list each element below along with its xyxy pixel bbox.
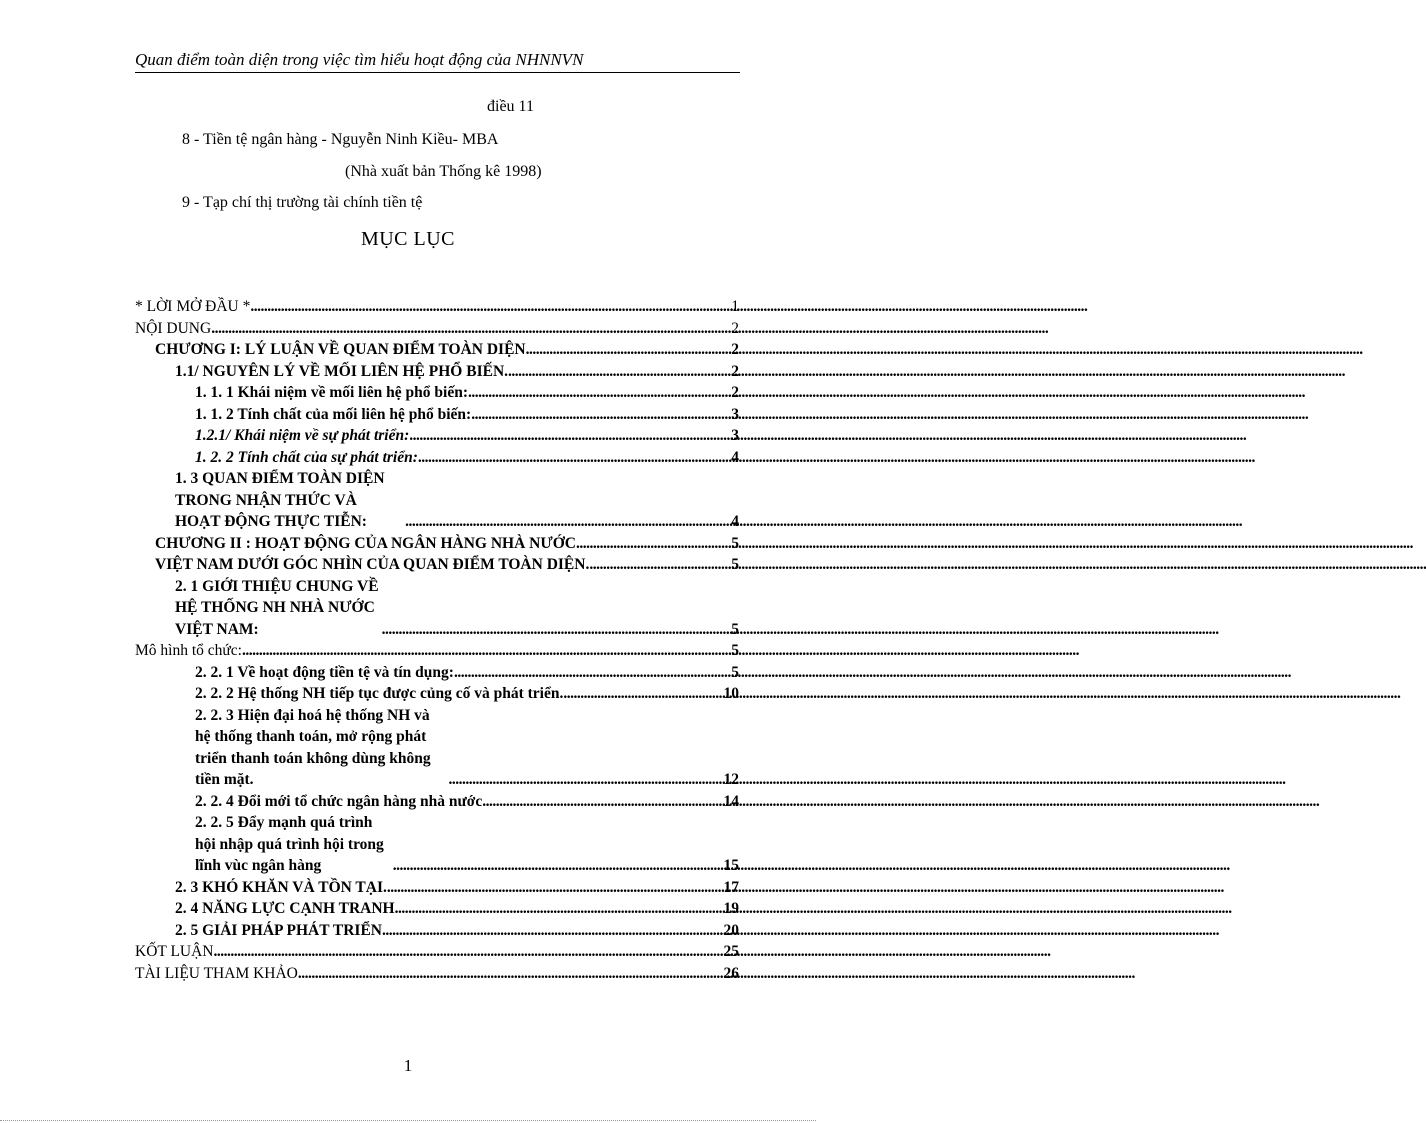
running-header: Quan điểm toàn diện trong việc tìm hiểu hoạt động của NHNNVN (135, 50, 740, 73)
toc-page-number: 4 (731, 448, 739, 466)
reference-item-8-publisher: (Nhà xuất bản Thống kê 1998) (345, 163, 542, 180)
toc-entry-2-2-3[interactable] (135, 705, 739, 791)
toc-entry-preface[interactable] (135, 296, 739, 318)
toc-entry-organization-model[interactable] (135, 640, 739, 662)
toc-entry-text: 1.1/ NGUYÊN LÝ VỀ MỐI LIÊN HỆ PHỔ BIẾN. (175, 362, 509, 380)
toc-entry-text: 2. 5 GIẢI PHÁP PHÁT TRIỂN (175, 921, 382, 939)
toc-entry-1-1-2[interactable] (135, 404, 739, 426)
toc-entry-text: 2. 2. 1 Về hoạt động tiền tệ và tín dụng: (195, 663, 454, 681)
toc-entry-chapter-1[interactable] (135, 339, 739, 361)
toc-entry-text: VIỆT NAM DƯỚI GÓC NHÌN CỦA QUAN ĐIỂM TOÀN DIỆN. (155, 556, 590, 573)
toc-entry-1-1[interactable] (135, 361, 739, 383)
toc-entry-text: 2. 2. 2 Hệ thống NH tiếp tục được củng cố và phát triển. (195, 685, 564, 702)
toc-leader (382, 619, 732, 641)
table-of-contents (135, 296, 739, 984)
toc-leader (405, 511, 731, 533)
toc-page-number: 5 (731, 620, 739, 638)
toc-leader (589, 554, 731, 576)
toc-entry-text: * LỜI MỞ ĐẦU * (135, 298, 251, 315)
toc-entry-text: 1. 1. 1 Khái niệm về mối liên hệ phổ biến: (195, 384, 468, 401)
toc-page-number: 15 (723, 857, 739, 874)
toc-page-number: 26 (723, 964, 739, 982)
toc-page-number: 2 (731, 319, 739, 337)
page-number: 1 (403, 1056, 413, 1075)
toc-leader (211, 318, 731, 340)
toc-page-number: 2 (731, 341, 739, 358)
toc-entry-references[interactable] (135, 963, 739, 985)
toc-leader (482, 791, 723, 813)
toc-leader (563, 683, 723, 705)
toc-page-number: 12 (723, 771, 739, 788)
reference-line-article: điều 11 (487, 98, 534, 115)
toc-leader (250, 296, 731, 318)
toc-page-number: 3 (731, 427, 739, 444)
toc-entry-text: 2. 1 GIỚI THIỆU CHUNG VỀ HỆ THỐNG NH NHÀ NƯỚC VIỆT NAM: (175, 577, 379, 638)
toc-entry-2-3[interactable] (135, 877, 739, 899)
toc-entry-text: 1.2.1/ Khái niệm về sự phát triển: (195, 427, 410, 444)
toc-leader (242, 640, 731, 662)
toc-entry-2-2-2[interactable] (135, 683, 739, 705)
reference-item-8: 8 - Tiền tệ ngân hàng - Nguyễn Ninh Kiều- MBA (182, 131, 499, 148)
toc-entry-text: 1. 2. 2 Tính chất của sự phát triển: (195, 448, 418, 466)
toc-entry-conclusion[interactable] (135, 941, 739, 963)
toc-entry-2-4[interactable] (135, 898, 739, 920)
toc-entry-text: 2. 2. 4 Đổi mới tổ chức ngân hàng nhà nước (195, 792, 483, 810)
page-bottom-divider (0, 1120, 816, 1122)
toc-page-number: 4 (731, 513, 739, 530)
toc-entry-chapter-2[interactable] (135, 533, 739, 555)
toc-entry-text: 2. 2. 3 Hiện đại hoá hệ thống NH và hệ thống thanh toán, mở rộng phát triển thanh toán không dùng không tiền mặt. (195, 706, 431, 788)
toc-entry-2-2-1[interactable] (135, 662, 739, 684)
toc-entry-text: CHƯƠNG I: LÝ LUẬN VỀ QUAN ĐIỂM TOÀN DIỆN (155, 341, 526, 358)
toc-entry-2-2-5[interactable] (135, 812, 739, 877)
toc-entry-2-5[interactable] (135, 920, 739, 942)
toc-entry-text: 2. 2. 5 Đẩy mạnh quá trình hội nhập quá trình hội trong lĩnh vùc ngân hàng (195, 814, 384, 874)
toc-leader (382, 920, 724, 942)
toc-leader (387, 877, 724, 899)
toc-page-number: 2 (731, 362, 739, 380)
toc-entry-text: NỘI DUNG (135, 319, 212, 337)
toc-entry-text: CHƯƠNG II : HOẠT ĐỘNG CỦA NGÂN HÀNG NHÀ NƯỚC (155, 534, 576, 552)
toc-page-number: 5 (731, 534, 739, 552)
toc-entry-1-2-1[interactable] (135, 425, 739, 447)
toc-page-number: 1 (731, 298, 739, 315)
toc-leader (576, 533, 731, 555)
toc-leader (418, 447, 731, 469)
toc-page-number: 20 (723, 921, 739, 939)
toc-entry-content[interactable] (135, 318, 739, 340)
reference-item-9: 9 - Tạp chí thị trường tài chính tiền tệ (182, 194, 423, 211)
toc-page-number: 5 (731, 556, 739, 573)
toc-page-number: 5 (731, 642, 739, 659)
toc-entry-1-1-1[interactable] (135, 382, 739, 404)
toc-page-number: 17 (723, 878, 739, 896)
toc-leader (526, 339, 732, 361)
toc-entry-1-3[interactable] (135, 468, 739, 533)
toc-entry-text: Mô hình tổ chức: (135, 642, 242, 659)
toc-page-number: 5 (731, 663, 739, 681)
toc-leader (454, 662, 731, 684)
toc-page-number: 3 (731, 405, 739, 423)
toc-entry-2-1[interactable] (135, 576, 739, 641)
toc-entry-chapter-2-cont[interactable] (135, 554, 739, 576)
toc-page-number: 2 (731, 384, 739, 401)
toc-entry-text: 2. 4 NĂNG LỰC CẠNH TRANH (175, 900, 395, 917)
toc-leader (468, 382, 731, 404)
toc-entry-text: TÀI LIỆU THAM KHẢO (135, 964, 298, 982)
toc-leader (298, 963, 724, 985)
toc-page-number: 10 (723, 685, 739, 702)
toc-entry-1-2-2[interactable] (135, 447, 739, 469)
toc-page-number: 19 (723, 900, 739, 917)
toc-entry-text: 1. 3 QUAN ĐIỂM TOÀN DIỆN TRONG NHẬN THỨC VÀ HOẠT ĐỘNG THỰC TIỄN: (175, 470, 385, 530)
toc-leader (449, 769, 724, 791)
toc-entry-text: 2. 3 KHÓ KHĂN VÀ TỒN TẠI. (175, 878, 387, 896)
toc-entry-text: KỐT LUẬN (135, 943, 214, 960)
toc-title: MỤC LỤC (360, 228, 456, 250)
toc-leader (508, 361, 731, 383)
toc-leader (214, 941, 724, 963)
toc-page-number: 25 (723, 943, 739, 960)
toc-page-number: 14 (723, 792, 739, 810)
toc-leader (395, 898, 724, 920)
toc-leader (409, 425, 731, 447)
toc-entry-2-2-4[interactable] (135, 791, 739, 813)
toc-leader (393, 855, 724, 877)
toc-leader (471, 404, 731, 426)
toc-entry-text: 1. 1. 2 Tính chất của mối liên hệ phổ biến: (195, 405, 472, 423)
